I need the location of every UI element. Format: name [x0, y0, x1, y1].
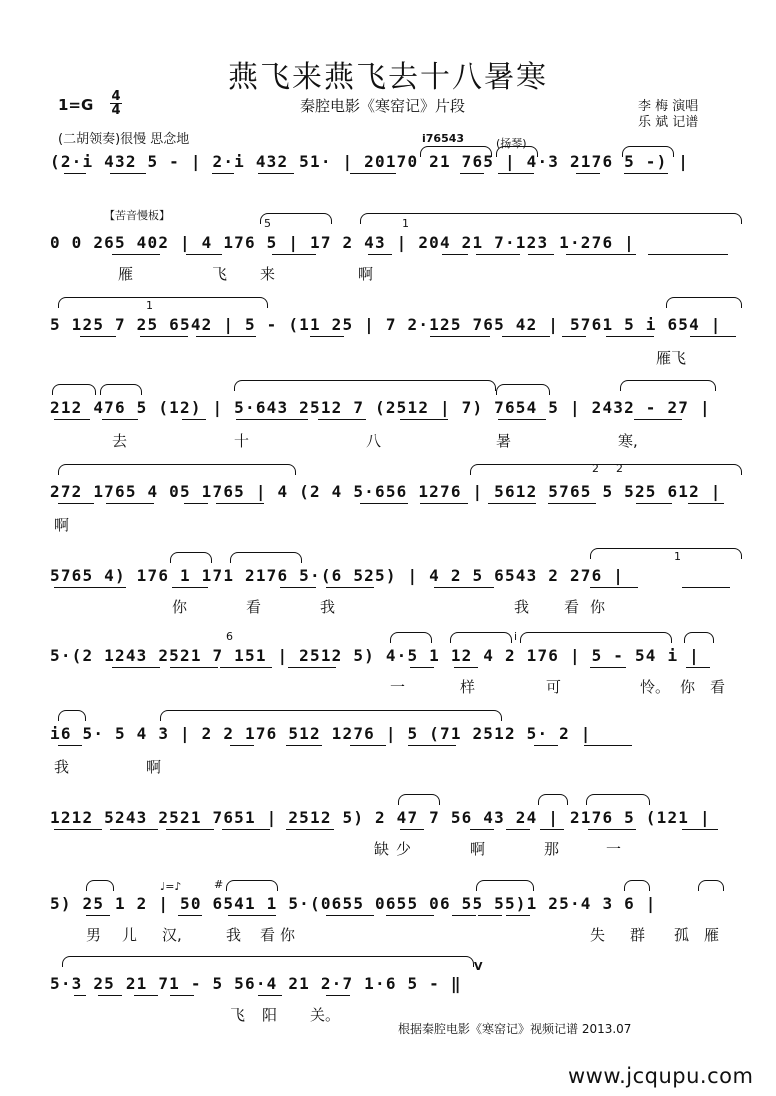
lyric: 雁 [704, 926, 720, 944]
lyric: 十 [234, 432, 250, 450]
lyric: 八 [366, 432, 382, 450]
notation-line: i6 5· 5 4 3 | 2 2 176 512 1276 | 5 (71 2512 5· 2 | [50, 724, 592, 743]
subtitle: 秦腔电影《寒窑记》片段 [300, 97, 466, 115]
lyric: 汉, [162, 926, 182, 944]
lyric: 看 [246, 598, 262, 616]
notation-line: 0 0 265 402 | 4 176 5 | 17 2 43 | 204 21 7·123 1·276 | [50, 233, 635, 252]
tempo-change-mark: ♩=♪ [160, 880, 182, 893]
performance-mark: (扬琴) [496, 137, 527, 150]
time-signature-bottom: 4 [111, 103, 121, 118]
time-signature [110, 90, 122, 117]
grace-note-mark: 1 [146, 299, 153, 312]
lyric: 那 [544, 840, 560, 858]
lyric: 看 [710, 678, 726, 696]
lyric: 啊 [54, 516, 70, 534]
lyric: 一 [390, 678, 406, 696]
notation-line: 5 125 7 25 6542 | 5 - (11 25 | 7 2·125 765 42 | 5761 5 i 654 | [50, 315, 722, 334]
lyric: 男 [86, 926, 102, 944]
notation-line: 5) 25 1 2 | 50 6541 1 5·(0655 0655 06 55 55)1 25·4 3 6 | [50, 894, 657, 913]
notation-line: 5·(2 1243 2521 7 151 | 2512 5) 4·5 1 12 4 2 176 | 5 - 54 i | [50, 646, 700, 665]
grace-note-mark: 2 [592, 462, 599, 475]
lyric: 飞 [212, 265, 228, 283]
notation-line: 5765 4) 176 1 171 2176 5·(6 525) | 4 2 5 6543 2 276 | [50, 566, 625, 585]
key-signature: 1=G [58, 96, 94, 114]
lyric: 孤 [674, 926, 690, 944]
lyric: 可 [546, 678, 562, 696]
notation-line: 212 476 5 (12) | 5·643 2512 7 (2512 | 7) 7654 5 | 2432 - 27 | [50, 398, 711, 417]
lyric: 关。 [310, 1006, 341, 1024]
lyric: 啊 [146, 758, 162, 776]
lyric: 飞 [230, 1006, 246, 1024]
song-title: 燕飞来燕飞去十八暑寒 [228, 60, 548, 95]
notation-line: 1212 5243 2521 7651 | 2512 5) 2 47 7 56 43 24 | 2176 5 (121 | [50, 808, 711, 827]
notation-line: 272 1765 4 05 1765 | 4 (2 4 5·656 1276 | 5612 5765 5 525 612 | [50, 482, 722, 501]
lyric: 阳 [262, 1006, 278, 1024]
lyric: 啊 [358, 265, 374, 283]
ornament-mark: # [214, 878, 224, 891]
lyric: 我 [54, 758, 70, 776]
lyric: 缺 [374, 840, 390, 858]
lyric: 雁 [118, 265, 134, 283]
watermark: www.jcqupu.com [568, 1064, 754, 1088]
lyric: 我 [514, 598, 530, 616]
lyric: 我 [226, 926, 242, 944]
lyric: 看 [564, 598, 580, 616]
lyric: 啊 [470, 840, 486, 858]
grace-note-mark: 1 [402, 217, 409, 230]
lyric: 样 [460, 678, 476, 696]
transcription-note: 根据秦腔电影《寒窑记》视频记谱 2013.07 [398, 1022, 632, 1036]
grace-note-mark: 6 [226, 630, 233, 643]
lyric: 来 [260, 265, 276, 283]
transcriber-credit: 乐 斌 记谱 [638, 115, 699, 130]
lyric: 你 [280, 926, 296, 944]
lyric: 群 [630, 926, 646, 944]
breath-mark: V [474, 960, 483, 973]
grace-note-mark: i [514, 630, 518, 643]
lyric: 你 [590, 598, 606, 616]
lyric: 你 [172, 598, 188, 616]
time-signature-top: 4 [111, 89, 121, 104]
lyric: 一 [606, 840, 622, 858]
ornament-mark: i76543 [422, 132, 465, 145]
lyric: 我 [320, 598, 336, 616]
grace-note-mark: 2 [616, 462, 623, 475]
notation-line: 5·3 25 21 71 - 5 56·4 21 2·7 1·6 5 - ‖ [50, 974, 462, 993]
grace-note-mark: 1 [674, 550, 681, 563]
lyric: 去 [112, 432, 128, 450]
tempo-marking: (二胡领奏)很慢 思念地 [58, 132, 190, 147]
notation-line: (2·i 432 5 - | 2·i 432 51· | 20170 21 765 | 4·3 2176 5 -) | [50, 152, 690, 171]
lyric: 怜。 [640, 678, 671, 696]
lyric: 寒, [618, 432, 638, 450]
lyric: 儿 [122, 926, 138, 944]
lyric: 暑 [496, 432, 512, 450]
lyric: 少 [396, 840, 412, 858]
credits [638, 99, 698, 131]
section-mark: 【苦音慢板】 [104, 209, 170, 222]
grace-note-mark: 5 [264, 217, 271, 230]
singer-credit: 李 梅 演唱 [638, 99, 699, 114]
lyric: 看 [260, 926, 276, 944]
lyric: 雁飞 [656, 349, 687, 367]
lyric: 你 [680, 678, 696, 696]
lyric: 失 [590, 926, 606, 944]
